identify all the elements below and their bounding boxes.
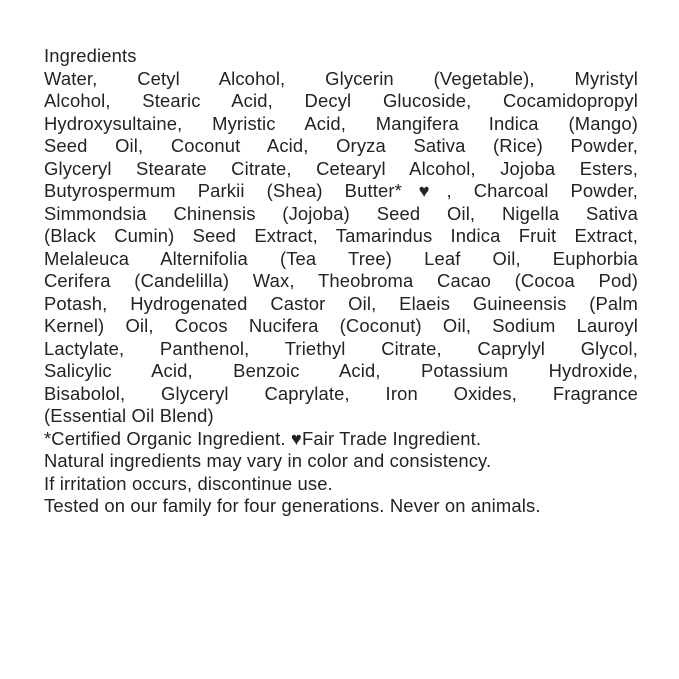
ingredients-heading: Ingredients [44, 45, 137, 66]
ingredients-line: Butyrospermum Parkii (Shea) Butter*♥, Charcoal Powder, [44, 180, 638, 201]
footnote-symbol-legend: *Certified Organic Ingredient. ♥Fair Trade Ingredient. [44, 427, 482, 449]
footnote-testing-statement: Tested on our family for four generations. Never on animals. [44, 495, 541, 516]
footnote-variance-notice: Natural ingredients may vary in color and consistency. [44, 450, 492, 471]
ingredients-line: Alcohol, Stearic Acid, Decyl Glucoside, Cocamidopropyl [44, 90, 638, 111]
ingredients-line: Cerifera (Candelilla) Wax, Theobroma Cacao (Cocoa Pod) [44, 270, 638, 291]
ingredients-line: Kernel) Oil, Cocos Nucifera (Coconut) Oil, Sodium Lauroyl [44, 315, 638, 336]
ingredients-line: Potash, Hydrogenated Castor Oil, Elaeis Guineensis (Palm [44, 292, 638, 314]
ingredients-line: (Black Cumin) Seed Extract, Tamarindus Indica Fruit Extract, [44, 225, 638, 246]
ingredients-line: Simmondsia Chinensis (Jojoba) Seed Oil, Nigella Sativa [44, 202, 638, 224]
footnotes [44, 428, 638, 518]
ingredients-line: Lactylate, Panthenol, Triethyl Citrate, Caprylyl Glycol, [44, 337, 638, 359]
ingredients-line: Melaleuca Alternifolia (Tea Tree) Leaf Oil, Euphorbia [44, 247, 638, 269]
ingredients-line: Water, Cetyl Alcohol, Glycerin (Vegetable), Myristyl [44, 67, 638, 89]
ingredients-line-last: (Essential Oil Blend) [44, 405, 214, 426]
ingredients-label [44, 45, 638, 518]
ingredients-line: Glyceryl Stearate Citrate, Cetearyl Alcohol, Jojoba Esters, [44, 157, 638, 179]
ingredients-line: Salicylic Acid, Benzoic Acid, Potassium Hydroxide, [44, 360, 638, 381]
ingredients-line: Hydroxysultaine, Myristic Acid, Mangifera Indica (Mango) [44, 112, 638, 134]
footnote-irritation-warning: If irritation occurs, discontinue use. [44, 472, 333, 494]
ingredients-line: Bisabolol, Glyceryl Caprylate, Iron Oxides, Fragrance [44, 382, 638, 404]
ingredients-paragraph [44, 68, 638, 428]
ingredients-line: Seed Oil, Coconut Acid, Oryza Sativa (Rice) Powder, [44, 135, 638, 156]
